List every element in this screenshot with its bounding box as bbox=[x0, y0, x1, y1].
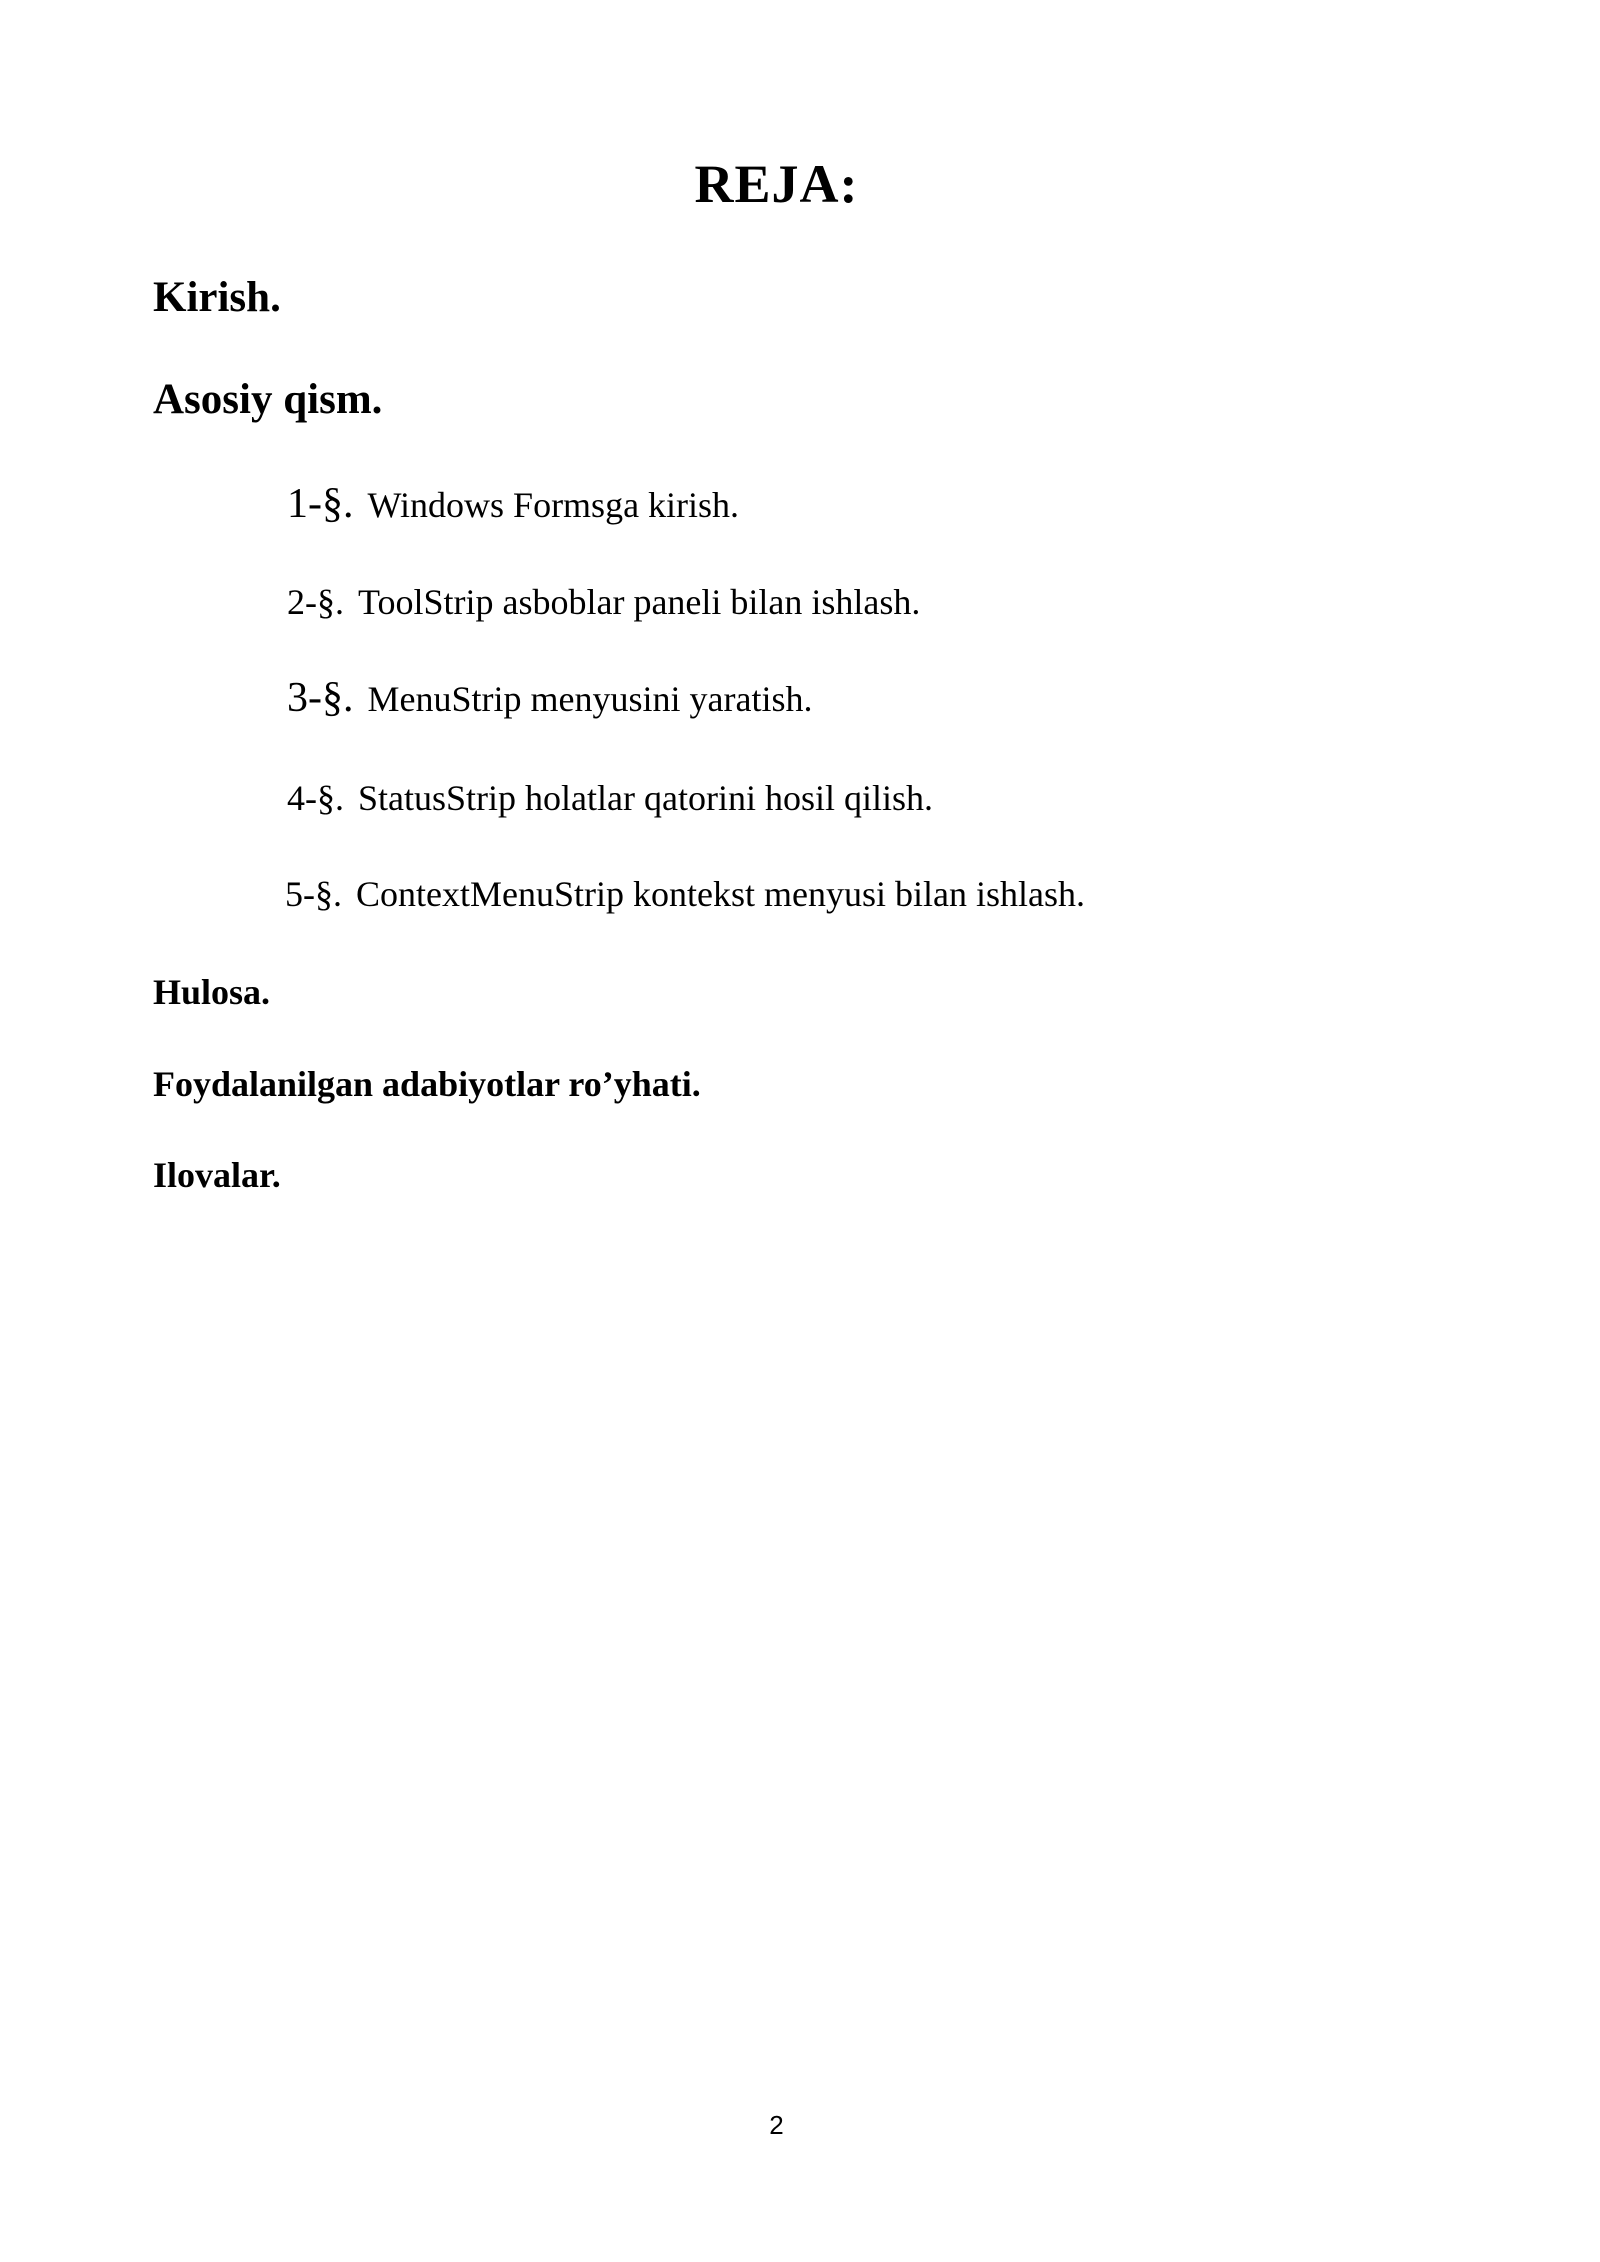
section-text-5: ContextMenuStrip kontekst menyusi bilan ishlash. bbox=[356, 874, 1085, 914]
section-number-3: 3-§. bbox=[287, 675, 354, 721]
section-text-3: MenuStrip menyusini yaratish. bbox=[367, 679, 813, 719]
section-item-1 bbox=[287, 482, 739, 527]
section-item-4 bbox=[287, 776, 933, 820]
section-text-1: Windows Formsga kirish. bbox=[367, 485, 740, 525]
section-item-3 bbox=[287, 676, 812, 721]
main-part-heading: Asosiy qism. bbox=[153, 376, 383, 423]
section-text-2: ToolStrip asboblar paneli bilan ishlash. bbox=[358, 582, 921, 622]
page-number: 2 bbox=[769, 2110, 784, 2140]
section-number-1: 1-§. bbox=[287, 481, 354, 527]
section-number-4: 4-§. bbox=[287, 778, 344, 818]
intro-heading: Kirish. bbox=[153, 274, 281, 321]
appendices-heading: Ilovalar. bbox=[153, 1155, 281, 1195]
references-heading: Foydalanilgan adabiyotlar ro’yhati. bbox=[153, 1064, 701, 1104]
section-item-2 bbox=[287, 580, 920, 624]
section-number-2: 2-§. bbox=[287, 582, 344, 622]
section-number-5: 5-§. bbox=[285, 874, 342, 914]
section-item-5 bbox=[285, 872, 1085, 916]
plan-title: REJA: bbox=[694, 154, 859, 214]
conclusion-heading: Hulosa. bbox=[153, 972, 271, 1012]
section-text-4: StatusStrip holatlar qatorini hosil qilish. bbox=[358, 778, 933, 818]
